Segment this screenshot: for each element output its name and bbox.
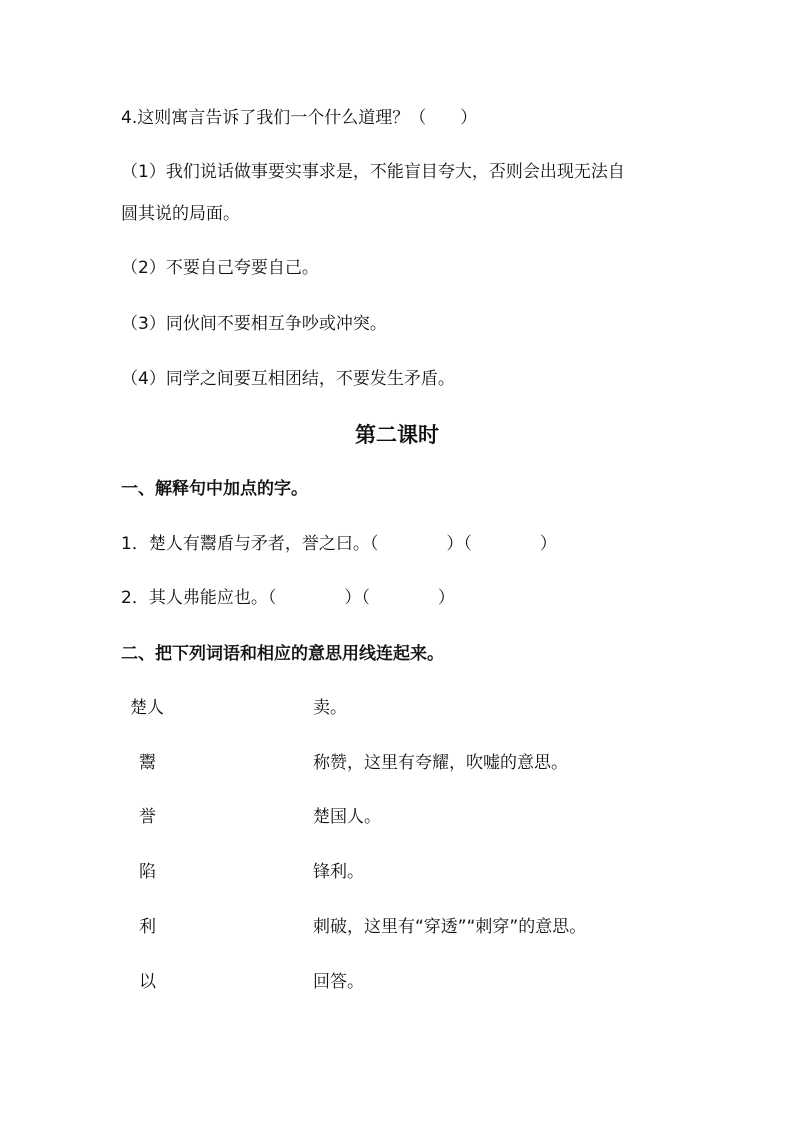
match-word-1: 楚人 bbox=[130, 698, 164, 718]
match-word-5: 利 bbox=[139, 917, 156, 937]
match-definition-5: 刺破，这里有“穿透”“刺穿”的意思。 bbox=[313, 917, 587, 937]
lesson-title: 第二课时 bbox=[355, 423, 439, 447]
question-4-option-3: （3）同伙间不要相互争吵或冲突。 bbox=[121, 314, 387, 334]
question-4-stem: 4.这则寓言告诉了我们一个什么道理？（ ） bbox=[121, 108, 478, 128]
match-definition-6: 回答。 bbox=[313, 972, 364, 992]
match-definition-2: 称赞，这里有夸耀，吹嘘的意思。 bbox=[313, 753, 568, 773]
match-word-3: 誉 bbox=[139, 807, 156, 827]
section-1-title: 一、解释句中加点的字。 bbox=[121, 479, 308, 499]
match-word-6: 以 bbox=[139, 972, 156, 992]
section-1-item-2: 2．其人弗能应也。（ ）（ ） bbox=[121, 588, 455, 608]
section-2-title: 二、把下列词语和相应的意思用线连起来。 bbox=[121, 644, 444, 664]
match-word-4: 陷 bbox=[139, 862, 156, 882]
question-4-option-1-continued: 圆其说的局面。 bbox=[121, 204, 240, 224]
question-4-option-2: （2）不要自己夸要自己。 bbox=[121, 258, 319, 278]
match-definition-3: 楚国人。 bbox=[313, 807, 381, 827]
question-4-option-4: （4）同学之间要互相团结，不要发生矛盾。 bbox=[121, 369, 455, 389]
match-word-2: 鬻 bbox=[139, 753, 156, 773]
match-definition-4: 锋利。 bbox=[313, 862, 364, 882]
section-1-item-1: 1．楚人有鬻盾与矛者，誉之曰。（ ）（ ） bbox=[121, 534, 557, 554]
match-definition-1: 卖。 bbox=[313, 698, 347, 718]
question-4-option-1: （1）我们说话做事要实事求是，不能盲目夸大，否则会出现无法自 bbox=[121, 162, 625, 182]
